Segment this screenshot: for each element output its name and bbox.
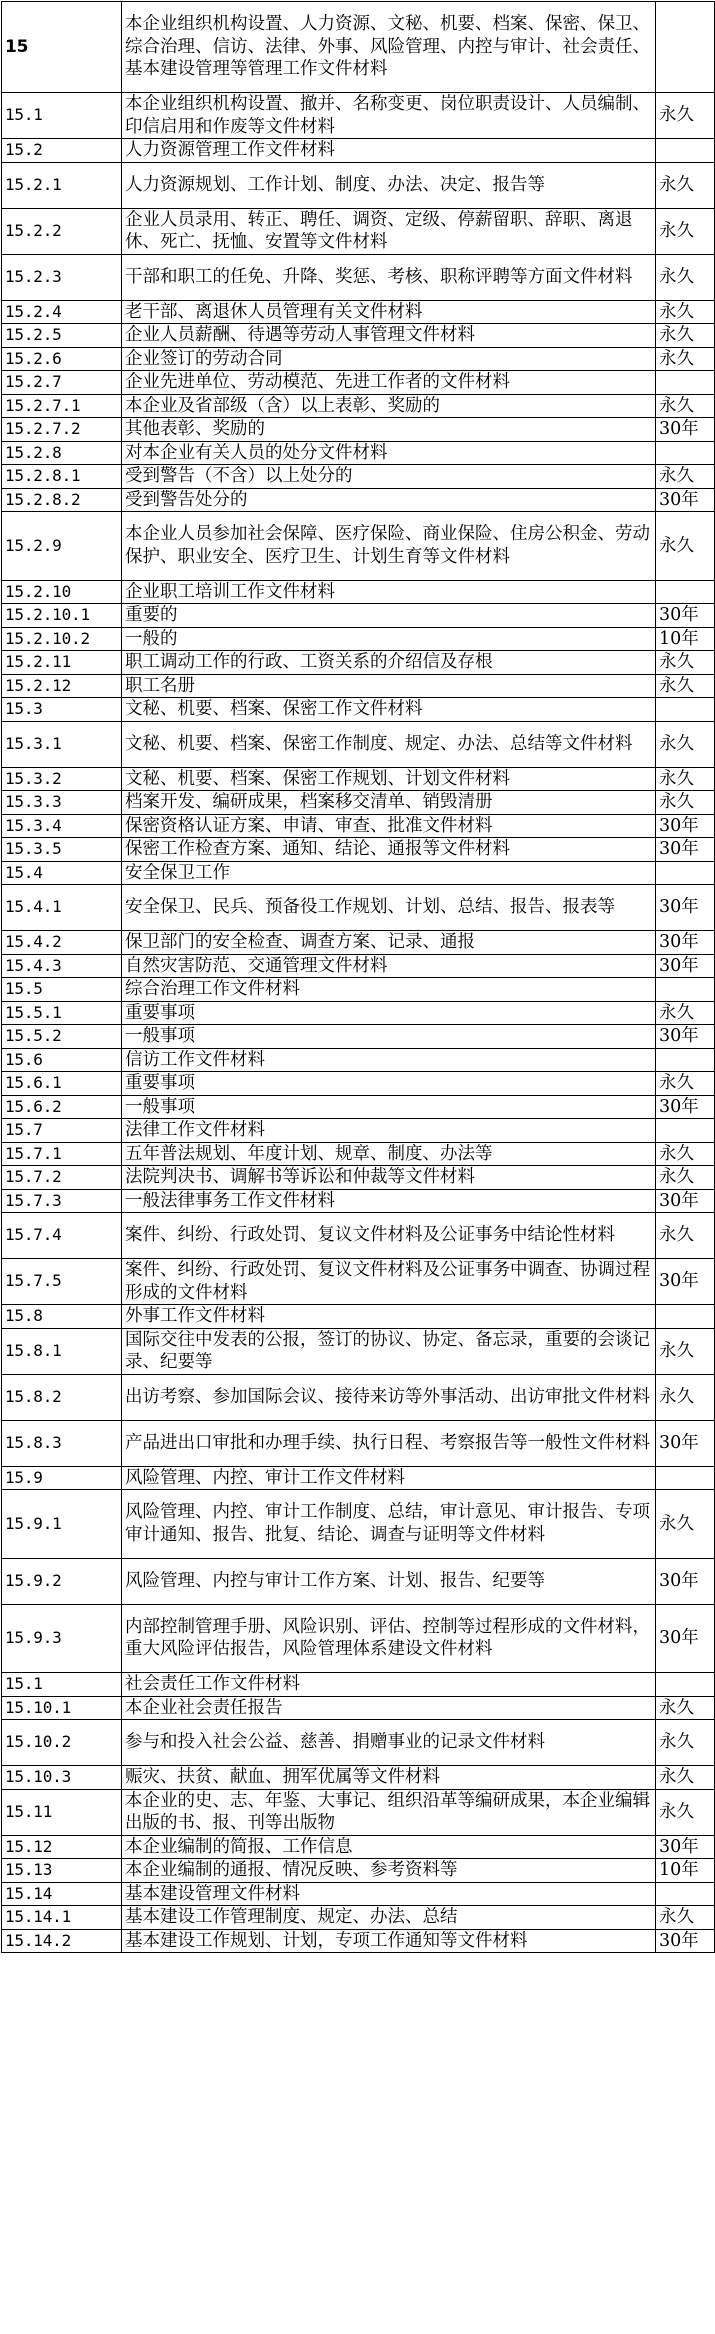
retention-term: 永久 xyxy=(656,1720,715,1766)
item-title: 五年普法规划、年度计划、规章、制度、办法等 xyxy=(122,1142,656,1166)
table-row xyxy=(2,441,715,465)
item-title: 职工调动工作的行政、工资关系的介绍信及存根 xyxy=(122,651,656,675)
retention-term: 永久 xyxy=(656,1213,715,1259)
item-title: 文秘、机要、档案、保密工作文件材料 xyxy=(122,698,656,722)
item-title: 基本建设管理文件材料 xyxy=(122,1882,656,1906)
table-row xyxy=(2,1604,715,1673)
item-title: 案件、纠纷、行政处罚、复议文件材料及公证事务中结论性材料 xyxy=(122,1213,656,1259)
item-title: 风险管理、内控、审计工作文件材料 xyxy=(122,1466,656,1490)
retention-term: 永久 xyxy=(656,300,715,324)
item-code: 15.2.2 xyxy=(2,208,122,254)
item-code: 15.8.3 xyxy=(2,1420,122,1466)
retention-term: 30年 xyxy=(656,1604,715,1673)
retention-term: 30年 xyxy=(656,1095,715,1119)
retention-term: 永久 xyxy=(656,465,715,489)
item-code: 15.2.11 xyxy=(2,651,122,675)
retention-term: 永久 xyxy=(656,394,715,418)
item-code: 15.7.1 xyxy=(2,1142,122,1166)
item-title: 基本建设工作规划、计划，专项工作通知等文件材料 xyxy=(122,1929,656,1953)
table-row xyxy=(2,93,715,139)
retention-term: 永久 xyxy=(656,324,715,348)
table-row xyxy=(2,1259,715,1305)
retention-term: 永久 xyxy=(656,1789,715,1835)
retention-term xyxy=(656,698,715,722)
item-title: 保卫部门的安全检查、调查方案、记录、通报 xyxy=(122,931,656,955)
item-title: 一般事项 xyxy=(122,1025,656,1049)
item-code: 15.9.1 xyxy=(2,1490,122,1559)
table-row xyxy=(2,324,715,348)
item-title: 风险管理、内控与审计工作方案、计划、报告、纪要等 xyxy=(122,1558,656,1604)
item-title: 文秘、机要、档案、保密工作规划、计划文件材料 xyxy=(122,767,656,791)
item-code: 15.2.10.2 xyxy=(2,627,122,651)
item-title: 社会责任工作文件材料 xyxy=(122,1673,656,1697)
item-title: 本企业组织机构设置、撤并、名称变更、岗位职责设计、人员编制、印信启用和作废等文件材料 xyxy=(122,93,656,139)
item-title: 内部控制管理手册、风险识别、评估、控制等过程形成的文件材料，重大风险评估报告，风险管理体系建设文件材料 xyxy=(122,1604,656,1673)
item-title: 人力资源管理工作文件材料 xyxy=(122,139,656,163)
table-body xyxy=(2,2,715,1953)
item-title: 基本建设工作管理制度、规定、办法、总结 xyxy=(122,1906,656,1930)
item-code: 15.2.6 xyxy=(2,347,122,371)
table-row xyxy=(2,465,715,489)
item-title: 企业人员录用、转正、聘任、调资、定级、停薪留职、辞职、离退休、死亡、抚恤、安置等文件材料 xyxy=(122,208,656,254)
item-code: 15.10.2 xyxy=(2,1720,122,1766)
item-code: 15.11 xyxy=(2,1789,122,1835)
item-code: 15.1 xyxy=(2,1673,122,1697)
retention-term: 10年 xyxy=(656,1859,715,1883)
item-code: 15.10.3 xyxy=(2,1766,122,1790)
item-code: 15.2.5 xyxy=(2,324,122,348)
item-code: 15.2.7.2 xyxy=(2,418,122,442)
retention-term: 30年 xyxy=(656,885,715,931)
item-code: 15.6 xyxy=(2,1048,122,1072)
retention-term: 30年 xyxy=(656,838,715,862)
retention-term: 30年 xyxy=(656,1189,715,1213)
item-title: 保密工作检查方案、通知、结论、通报等文件材料 xyxy=(122,838,656,862)
table-row xyxy=(2,954,715,978)
item-code: 15.14 xyxy=(2,1882,122,1906)
item-code: 15.14.2 xyxy=(2,1929,122,1953)
retention-term: 30年 xyxy=(656,1420,715,1466)
item-code: 15.8 xyxy=(2,1305,122,1329)
table-row xyxy=(2,254,715,300)
item-title: 企业先进单位、劳动模范、先进工作者的文件材料 xyxy=(122,371,656,395)
item-code: 15.2.8.2 xyxy=(2,488,122,512)
item-title: 档案开发、编研成果，档案移交清单、销毁清册 xyxy=(122,791,656,815)
item-code: 15.7.4 xyxy=(2,1213,122,1259)
retention-term xyxy=(656,1466,715,1490)
retention-term xyxy=(656,861,715,885)
retention-term: 永久 xyxy=(656,767,715,791)
item-title: 重要的 xyxy=(122,604,656,628)
table-row xyxy=(2,418,715,442)
retention-term: 永久 xyxy=(656,721,715,767)
retention-term xyxy=(656,2,715,93)
item-title: 法律工作文件材料 xyxy=(122,1119,656,1143)
item-code: 15.5.2 xyxy=(2,1025,122,1049)
table-row xyxy=(2,1929,715,1953)
item-code: 15.7.5 xyxy=(2,1259,122,1305)
retention-term: 永久 xyxy=(656,1166,715,1190)
table-row xyxy=(2,394,715,418)
table-row xyxy=(2,488,715,512)
item-title: 风险管理、内控、审计工作制度、总结，审计意见、审计报告、专项审计通知、报告、批复、结论、调查与证明等文件材料 xyxy=(122,1490,656,1559)
table-row xyxy=(2,1119,715,1143)
table-row xyxy=(2,698,715,722)
table-row xyxy=(2,139,715,163)
item-title: 信访工作文件材料 xyxy=(122,1048,656,1072)
table-row xyxy=(2,1072,715,1096)
item-code: 15.5.1 xyxy=(2,1001,122,1025)
table-row xyxy=(2,1558,715,1604)
table-row xyxy=(2,1328,715,1374)
table-row xyxy=(2,1025,715,1049)
item-title: 外事工作文件材料 xyxy=(122,1305,656,1329)
item-code: 15.2.3 xyxy=(2,254,122,300)
retention-term: 永久 xyxy=(656,1374,715,1420)
item-code: 15.10.1 xyxy=(2,1696,122,1720)
table-row xyxy=(2,1882,715,1906)
item-code: 15.13 xyxy=(2,1859,122,1883)
item-title: 职工名册 xyxy=(122,674,656,698)
item-title: 企业签订的劳动合同 xyxy=(122,347,656,371)
retention-term xyxy=(656,978,715,1002)
retention-term: 30年 xyxy=(656,488,715,512)
table-row xyxy=(2,1213,715,1259)
table-row xyxy=(2,978,715,1002)
retention-term: 永久 xyxy=(656,208,715,254)
item-title: 一般事项 xyxy=(122,1095,656,1119)
retention-term: 永久 xyxy=(656,162,715,208)
item-code: 15.5 xyxy=(2,978,122,1002)
item-title: 案件、纠纷、行政处罚、复议文件材料及公证事务中调查、协调过程形成的文件材料 xyxy=(122,1259,656,1305)
retention-term: 永久 xyxy=(656,1328,715,1374)
retention-term xyxy=(656,1673,715,1697)
item-title: 一般法律事务工作文件材料 xyxy=(122,1189,656,1213)
retention-term: 30年 xyxy=(656,604,715,628)
item-title: 产品进出口审批和办理手续、执行日程、考察报告等一般性文件材料 xyxy=(122,1420,656,1466)
table-row xyxy=(2,1490,715,1559)
table-row xyxy=(2,300,715,324)
item-code: 15.4.3 xyxy=(2,954,122,978)
table-row xyxy=(2,162,715,208)
table-row xyxy=(2,1696,715,1720)
item-title: 保密资格认证方案、申请、审查、批准文件材料 xyxy=(122,814,656,838)
retention-term: 永久 xyxy=(656,347,715,371)
item-title: 法院判决书、调解书等诉讼和仲裁等文件材料 xyxy=(122,1166,656,1190)
item-title: 本企业人员参加社会保障、医疗保险、商业保险、住房公积金、劳动保护、职业安全、医疗卫生、计划生育等文件材料 xyxy=(122,512,656,581)
retention-term xyxy=(656,1305,715,1329)
item-title: 本企业及省部级（含）以上表彰、奖励的 xyxy=(122,394,656,418)
retention-schedule-table xyxy=(1,1,715,1953)
item-code: 15.4 xyxy=(2,861,122,885)
item-title: 安全保卫工作 xyxy=(122,861,656,885)
item-title: 本企业编制的简报、工作信息 xyxy=(122,1835,656,1859)
item-title: 干部和职工的任免、升降、奖惩、考核、职称评聘等方面文件材料 xyxy=(122,254,656,300)
item-title: 国际交往中发表的公报，签订的协议、协定、备忘录，重要的会谈记录、纪要等 xyxy=(122,1328,656,1374)
item-code: 15.6.1 xyxy=(2,1072,122,1096)
item-code: 15.7.2 xyxy=(2,1166,122,1190)
item-code: 15.2 xyxy=(2,139,122,163)
table-row xyxy=(2,1166,715,1190)
item-code: 15.2.9 xyxy=(2,512,122,581)
retention-term: 永久 xyxy=(656,1906,715,1930)
item-code: 15.3.2 xyxy=(2,767,122,791)
item-title: 一般的 xyxy=(122,627,656,651)
item-title: 自然灾害防范、交通管理文件材料 xyxy=(122,954,656,978)
retention-term: 永久 xyxy=(656,1766,715,1790)
item-title: 出访考察、参加国际会议、接待来访等外事活动、出访审批文件材料 xyxy=(122,1374,656,1420)
item-title: 企业人员薪酬、待遇等劳动人事管理文件材料 xyxy=(122,324,656,348)
retention-term: 30年 xyxy=(656,1558,715,1604)
retention-term: 永久 xyxy=(656,254,715,300)
retention-term xyxy=(656,1119,715,1143)
table-row xyxy=(2,1789,715,1835)
item-code: 15.1 xyxy=(2,93,122,139)
retention-term: 30年 xyxy=(656,931,715,955)
table-row xyxy=(2,1189,715,1213)
table-row xyxy=(2,580,715,604)
item-title: 重要事项 xyxy=(122,1001,656,1025)
item-code: 15.12 xyxy=(2,1835,122,1859)
table-row xyxy=(2,1142,715,1166)
retention-term: 永久 xyxy=(656,791,715,815)
table-row xyxy=(2,1859,715,1883)
retention-term: 永久 xyxy=(656,1072,715,1096)
table-row xyxy=(2,627,715,651)
item-code: 15.8.2 xyxy=(2,1374,122,1420)
item-code: 15.9.3 xyxy=(2,1604,122,1673)
table-row xyxy=(2,1095,715,1119)
item-title: 本企业社会责任报告 xyxy=(122,1696,656,1720)
table-row xyxy=(2,1466,715,1490)
table-row xyxy=(2,604,715,628)
table-row xyxy=(2,838,715,862)
item-title: 人力资源规划、工作计划、制度、办法、决定、报告等 xyxy=(122,162,656,208)
item-title: 本企业的史、志、年鉴、大事记、组织沿革等编研成果，本企业编辑出版的书、报、刊等出版物 xyxy=(122,1789,656,1835)
item-code: 15.3.1 xyxy=(2,721,122,767)
table-row xyxy=(2,208,715,254)
retention-term: 30年 xyxy=(656,418,715,442)
table-row xyxy=(2,767,715,791)
table-row xyxy=(2,347,715,371)
item-code: 15.2.1 xyxy=(2,162,122,208)
item-code: 15.2.7.1 xyxy=(2,394,122,418)
table-row xyxy=(2,721,715,767)
retention-term: 永久 xyxy=(656,1696,715,1720)
item-code: 15.2.10.1 xyxy=(2,604,122,628)
table-row xyxy=(2,1906,715,1930)
item-title: 安全保卫、民兵、预备役工作规划、计划、总结、报告、报表等 xyxy=(122,885,656,931)
item-code: 15.8.1 xyxy=(2,1328,122,1374)
item-code: 15.2.8.1 xyxy=(2,465,122,489)
item-title: 重要事项 xyxy=(122,1072,656,1096)
table-row xyxy=(2,814,715,838)
item-code: 15.2.12 xyxy=(2,674,122,698)
table-row xyxy=(2,885,715,931)
table-row xyxy=(2,512,715,581)
item-code: 15.3.5 xyxy=(2,838,122,862)
retention-term xyxy=(656,441,715,465)
item-code: 15.9.2 xyxy=(2,1558,122,1604)
item-title: 其他表彰、奖励的 xyxy=(122,418,656,442)
item-code: 15.7 xyxy=(2,1119,122,1143)
item-code: 15.2.8 xyxy=(2,441,122,465)
retention-term: 永久 xyxy=(656,1001,715,1025)
table-row xyxy=(2,1835,715,1859)
item-code: 15.4.1 xyxy=(2,885,122,931)
item-title: 综合治理工作文件材料 xyxy=(122,978,656,1002)
item-title: 文秘、机要、档案、保密工作制度、规定、办法、总结等文件材料 xyxy=(122,721,656,767)
retention-term: 30年 xyxy=(656,1259,715,1305)
table-row xyxy=(2,931,715,955)
item-code: 15 xyxy=(2,2,122,93)
item-code: 15.14.1 xyxy=(2,1906,122,1930)
retention-term: 30年 xyxy=(656,954,715,978)
table-row xyxy=(2,1048,715,1072)
item-title: 对本企业有关人员的处分文件材料 xyxy=(122,441,656,465)
item-code: 15.3 xyxy=(2,698,122,722)
item-code: 15.9 xyxy=(2,1466,122,1490)
retention-term xyxy=(656,371,715,395)
retention-term xyxy=(656,580,715,604)
retention-term: 永久 xyxy=(656,1490,715,1559)
retention-term: 30年 xyxy=(656,814,715,838)
item-code: 15.6.2 xyxy=(2,1095,122,1119)
item-code: 15.2.4 xyxy=(2,300,122,324)
retention-term xyxy=(656,1882,715,1906)
retention-term: 永久 xyxy=(656,674,715,698)
table-row xyxy=(2,1374,715,1420)
retention-term: 30年 xyxy=(656,1835,715,1859)
table-row xyxy=(2,674,715,698)
item-title: 本企业组织机构设置、人力资源、文秘、机要、档案、保密、保卫、综合治理、信访、法律、外事、风险管理、内控与审计、社会责任、基本建设管理等管理工作文件材料 xyxy=(122,2,656,93)
item-code: 15.4.2 xyxy=(2,931,122,955)
table-row xyxy=(2,2,715,93)
item-title: 参与和投入社会公益、慈善、捐赠事业的记录文件材料 xyxy=(122,1720,656,1766)
table-row xyxy=(2,371,715,395)
retention-term: 永久 xyxy=(656,93,715,139)
retention-term: 10年 xyxy=(656,627,715,651)
retention-term: 30年 xyxy=(656,1929,715,1953)
item-code: 15.7.3 xyxy=(2,1189,122,1213)
table-row xyxy=(2,1673,715,1697)
table-row xyxy=(2,1305,715,1329)
retention-term xyxy=(656,139,715,163)
retention-term xyxy=(656,1048,715,1072)
table-row xyxy=(2,1001,715,1025)
item-code: 15.2.7 xyxy=(2,371,122,395)
item-code: 15.2.10 xyxy=(2,580,122,604)
table-row xyxy=(2,1766,715,1790)
item-title: 受到警告（不含）以上处分的 xyxy=(122,465,656,489)
table-row xyxy=(2,651,715,675)
item-code: 15.3.3 xyxy=(2,791,122,815)
item-title: 老干部、离退休人员管理有关文件材料 xyxy=(122,300,656,324)
retention-term: 永久 xyxy=(656,651,715,675)
item-title: 受到警告处分的 xyxy=(122,488,656,512)
retention-term: 永久 xyxy=(656,1142,715,1166)
retention-term: 30年 xyxy=(656,1025,715,1049)
item-title: 赈灾、扶贫、献血、拥军优属等文件材料 xyxy=(122,1766,656,1790)
retention-term: 永久 xyxy=(656,512,715,581)
table-row xyxy=(2,861,715,885)
table-row xyxy=(2,791,715,815)
item-title: 本企业编制的通报、情况反映、参考资料等 xyxy=(122,1859,656,1883)
table-row xyxy=(2,1720,715,1766)
item-title: 企业职工培训工作文件材料 xyxy=(122,580,656,604)
table-row xyxy=(2,1420,715,1466)
item-code: 15.3.4 xyxy=(2,814,122,838)
